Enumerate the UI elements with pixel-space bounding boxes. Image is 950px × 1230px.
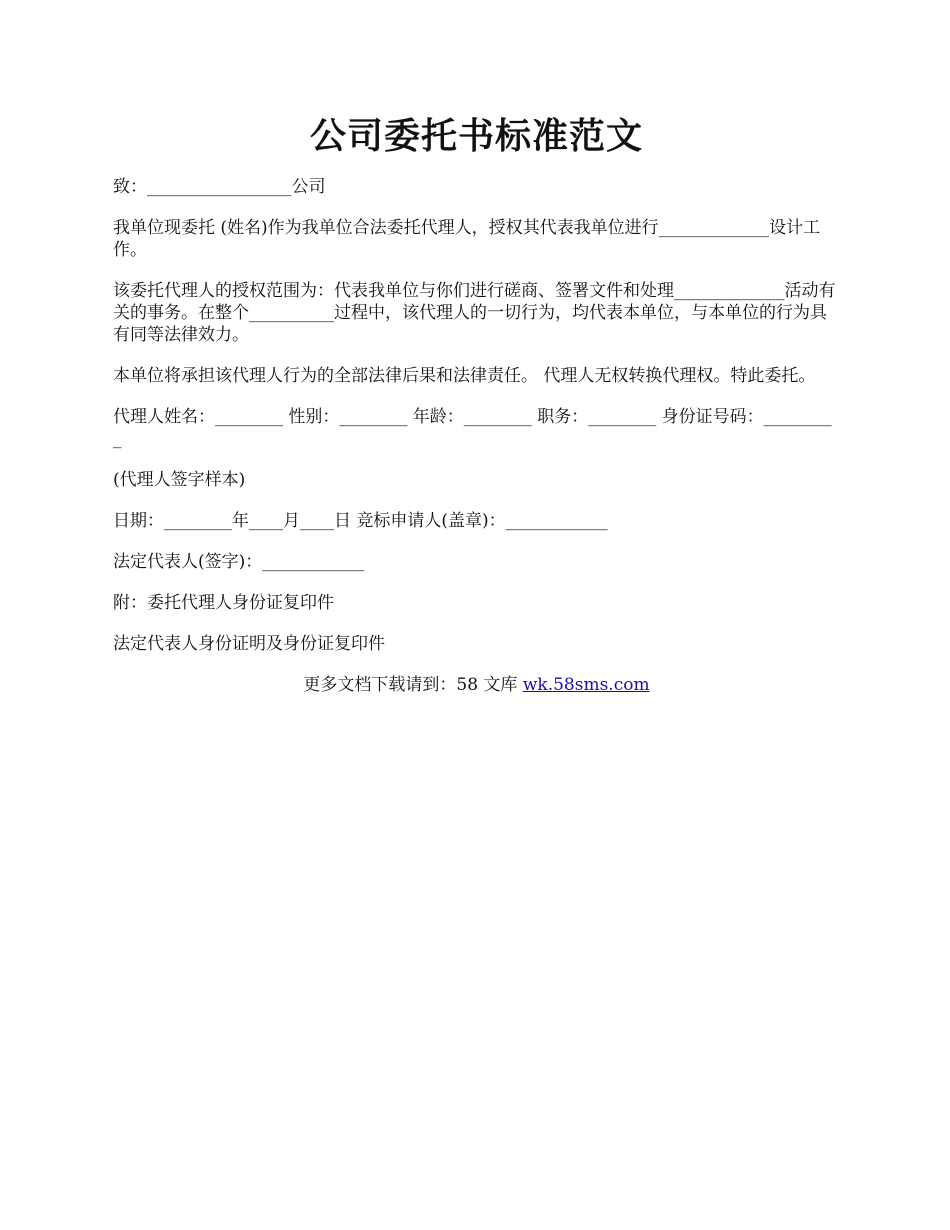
authorization-scope-paragraph: 该委托代理人的授权范围为：代表我单位与你们进行磋商、签署文件和处理_____________活动有关的事务。在整个__________过程中，该代理人的一切行为，均代表本单位，与本单位的行为具有同等法律效力。 xyxy=(113,281,836,345)
document-page xyxy=(113,108,840,696)
addressee-line: 致：_________________公司 xyxy=(113,177,326,197)
date-applicant-line: 日期：________年____月____日 竞标申请人(盖章)：____________ xyxy=(113,511,608,531)
footer-prefix: 更多文档下载请到：58 文库 xyxy=(303,675,523,695)
footer-link[interactable]: wk.58sms.com xyxy=(522,675,650,695)
entrust-paragraph: 我单位现委托 (姓名)作为我单位合法委托代理人，授权其代表我单位进行_____________设计工作。 xyxy=(113,218,821,260)
attachment-line-2: 法定代表人身份证明及身份证复印件 xyxy=(113,634,385,654)
attachment-line-1: 附：委托代理人身份证复印件 xyxy=(113,593,334,613)
signature-sample-line: (代理人签字样本) xyxy=(113,470,246,490)
document-title: 公司委托书标准范文 xyxy=(309,115,643,157)
legal-representative-line: 法定代表人(签字)：____________ xyxy=(113,552,365,572)
agent-info-line: 代理人姓名：________ 性别：________ 年龄：________ 职务：________ 身份证号码：_________ xyxy=(113,407,832,449)
liability-paragraph: 本单位将承担该代理人行为的全部法律后果和法律责任。 代理人无权转换代理权。特此委托。 xyxy=(113,366,816,386)
footer-line xyxy=(113,674,840,696)
